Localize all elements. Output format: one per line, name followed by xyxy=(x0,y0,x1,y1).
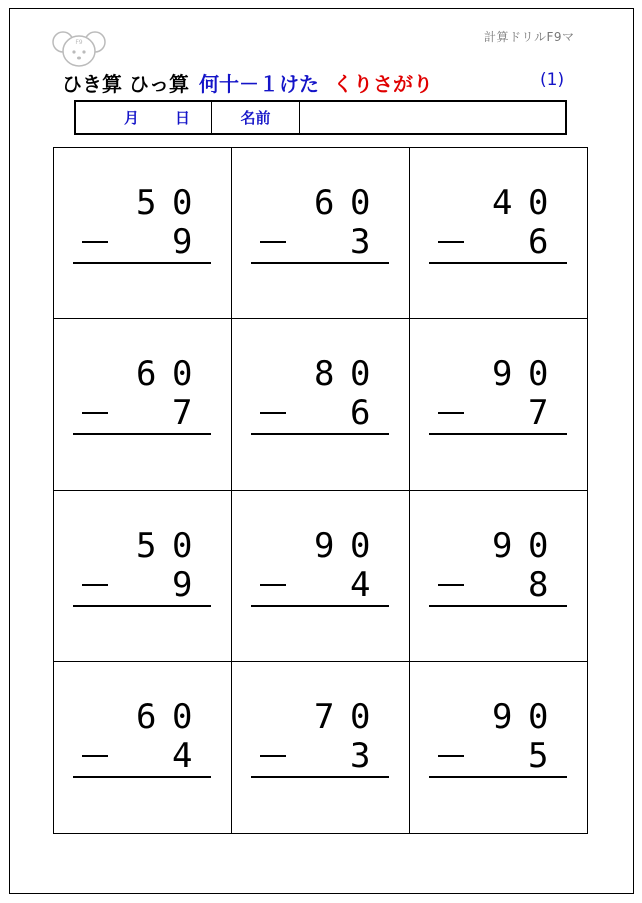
day-label: 日 xyxy=(175,109,191,127)
minuend-ones: 0 xyxy=(350,354,371,395)
minuend-tens: 5 xyxy=(136,183,157,223)
problem-cell xyxy=(54,662,232,833)
problem-cell xyxy=(232,491,410,662)
answer-line[interactable] xyxy=(429,262,567,264)
problem-cell xyxy=(232,148,410,319)
subtrahend: 6 xyxy=(350,393,371,434)
answer-line[interactable] xyxy=(73,262,211,264)
subtrahend: 7 xyxy=(172,393,193,434)
minuend-tens: 4 xyxy=(492,183,513,223)
minuend-ones: 0 xyxy=(528,183,549,223)
minuend-ones: 0 xyxy=(172,696,193,737)
answer-line[interactable] xyxy=(429,776,567,778)
subtrahend: 9 xyxy=(172,564,193,605)
minuend-ones: 0 xyxy=(172,525,193,566)
minuend-ones: 0 xyxy=(172,354,193,395)
minuend-ones: 0 xyxy=(528,354,549,395)
minus-sign xyxy=(260,412,286,414)
answer-line[interactable] xyxy=(251,776,389,778)
problem-cell xyxy=(410,148,587,319)
minuend-tens: 9 xyxy=(492,696,513,737)
minuend-tens: 9 xyxy=(492,525,513,566)
minus-sign xyxy=(82,412,108,414)
minuend-tens: 9 xyxy=(492,354,513,395)
name-label: 名前 xyxy=(212,102,300,133)
minuend-ones: 0 xyxy=(172,183,193,223)
title-type: 何十－１けた xyxy=(198,72,319,96)
minus-sign xyxy=(260,755,286,757)
worksheet-title xyxy=(62,68,433,97)
subtrahend: 9 xyxy=(172,222,193,262)
minuend-tens: 9 xyxy=(314,525,335,566)
brand-name: 計算ドリルF9マ xyxy=(484,30,575,44)
minuend-tens: 6 xyxy=(136,354,157,395)
answer-line[interactable] xyxy=(251,262,389,264)
title-subtraction: ひき算 ひっ算 xyxy=(62,72,189,96)
name-field[interactable] xyxy=(300,102,565,133)
answer-line[interactable] xyxy=(73,433,211,435)
problem-cell xyxy=(410,319,587,490)
answer-line[interactable] xyxy=(73,776,211,778)
subtrahend: 4 xyxy=(350,564,371,605)
subtrahend: 7 xyxy=(528,393,549,434)
subtrahend: 3 xyxy=(350,222,371,262)
minuend-tens: 8 xyxy=(314,354,335,395)
date-field[interactable] xyxy=(76,102,212,133)
minuend-ones: 0 xyxy=(528,525,549,566)
minuend-tens: 6 xyxy=(136,696,157,737)
minuend-ones: 0 xyxy=(528,696,549,737)
subtrahend: 5 xyxy=(528,735,549,776)
title-borrow: くりさがり xyxy=(332,72,433,96)
subtrahend: 6 xyxy=(528,222,549,262)
subtrahend: 3 xyxy=(350,735,371,776)
minuend-ones: 0 xyxy=(350,183,371,223)
mouse-logo-icon xyxy=(52,28,106,68)
answer-line[interactable] xyxy=(251,433,389,435)
minus-sign xyxy=(82,755,108,757)
minuend-ones: 0 xyxy=(350,696,371,737)
minuend-tens: 6 xyxy=(314,183,335,223)
minuend-tens: 5 xyxy=(136,525,157,566)
minus-sign xyxy=(438,412,464,414)
problem-cell xyxy=(410,491,587,662)
minus-sign xyxy=(438,241,464,243)
problem-cell xyxy=(54,148,232,319)
problem-grid xyxy=(53,147,588,834)
problem-cell xyxy=(232,662,410,833)
answer-line[interactable] xyxy=(251,605,389,607)
problem-cell xyxy=(232,319,410,490)
minus-sign xyxy=(438,755,464,757)
minuend-tens: 7 xyxy=(314,696,335,737)
sheet-number: (1) xyxy=(540,70,565,90)
subtrahend: 8 xyxy=(528,564,549,605)
answer-line[interactable] xyxy=(73,605,211,607)
minus-sign xyxy=(260,584,286,586)
answer-line[interactable] xyxy=(429,605,567,607)
minus-sign xyxy=(260,241,286,243)
problem-cell xyxy=(410,662,587,833)
answer-line[interactable] xyxy=(429,433,567,435)
minus-sign xyxy=(438,584,464,586)
logo-text: F9 xyxy=(75,39,83,46)
minus-sign xyxy=(82,241,108,243)
name-date-box xyxy=(74,100,567,135)
month-label: 月 xyxy=(124,109,140,127)
subtrahend: 4 xyxy=(172,735,193,776)
minus-sign xyxy=(82,584,108,586)
problem-cell xyxy=(54,319,232,490)
problem-cell xyxy=(54,491,232,662)
minuend-ones: 0 xyxy=(350,525,371,566)
